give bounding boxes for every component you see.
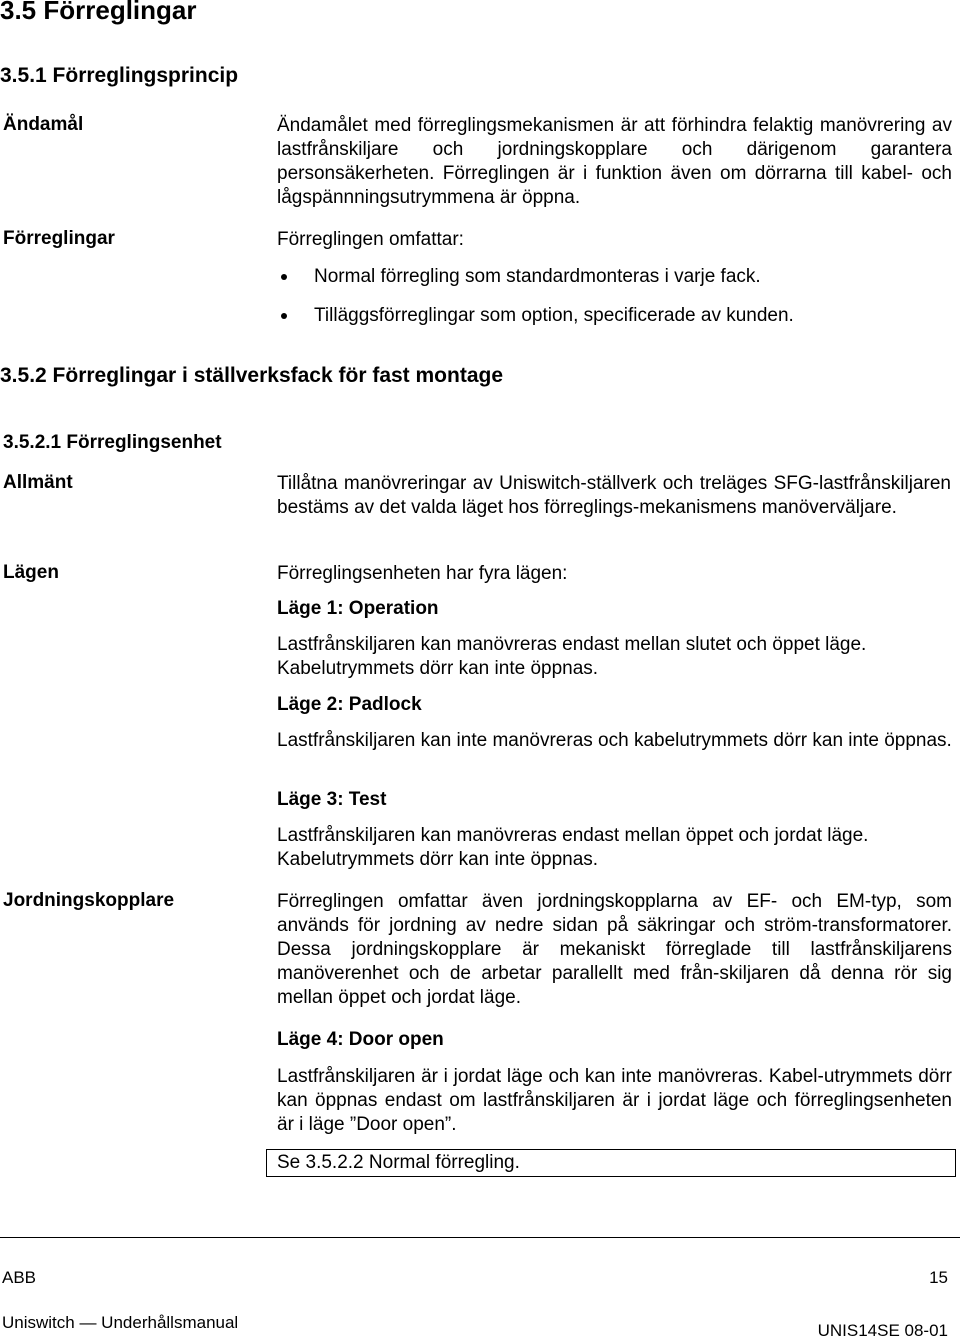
note-box — [266, 1149, 956, 1177]
subsection-title-fixed-mount: 3.5.2 Förreglingar i ställverksfack för fast montage — [0, 364, 504, 387]
andamal-label: Ändamål — [3, 114, 84, 135]
lage1-title: Läge 1: Operation — [277, 598, 439, 619]
allmant-label: Allmänt — [3, 472, 73, 493]
lage3-text: Lastfrånskiljaren kan manövreras endast mellan öppet och jordat läge. Kabelutrymmets dörr kan inte öppnas. — [277, 825, 869, 870]
section-title: 3.5 Förreglingar — [0, 0, 197, 25]
jordningskopplare-text: Förreglingen omfattar även jordningskopplarna av EF- och EM-typ, som används för jordning av nedre sidan på säkringar och ström-transformatorer. Dessa jordningskopplare är mekaniskt förreglade till lastfrånskiljarens manöverenhet och de arbetar parallellt med från-skiljaren då denna rör sig mellan öppet och jordat läge. — [277, 891, 952, 1008]
bullet-item-normal: Normal förregling som standardmonteras i varje fack. — [314, 266, 761, 287]
andamal-text: Ändamålet med förreglingsmekanismen är att förhindra felaktig manövrering av lastfrånskiljare och jordningskopplare och därigenom garantera personsäkerheten. Förreglingen är i funktion även om dörrarna till kabel- och lågspännningsutrymmena är öppna. — [277, 115, 952, 208]
footer-doc-code: UNIS14SE 08-01 — [817, 1321, 948, 1340]
forreglingar-label: Förreglingar — [3, 228, 115, 249]
lage3-title: Läge 3: Test — [277, 789, 387, 810]
footer-company: ABB — [2, 1268, 37, 1287]
forreglingar-intro: Förreglingen omfattar: — [277, 229, 464, 250]
bullet-icon — [281, 313, 287, 319]
lagen-label: Lägen — [3, 562, 59, 583]
bullet-item-option: Tilläggsförreglingar som option, specificerade av kunden. — [314, 305, 794, 326]
footer-divider — [0, 1237, 960, 1238]
lage2-title: Läge 2: Padlock — [277, 694, 422, 715]
subsubsection-title-unit: 3.5.2.1 Förreglingsenhet — [3, 432, 222, 453]
allmant-text: Tillåtna manövreringar av Uniswitch-ställverk och treläges SFG-lastfrånskiljaren bestäms av det valda läget hos förreglings-mekanismens manöverväljare. — [277, 473, 951, 518]
subsection-title-principle: 3.5.1 Förreglingsprincip — [0, 64, 239, 87]
footer-manual-title: Uniswitch — Underhållsmanual — [2, 1313, 239, 1332]
jordningskopplare-label: Jordningskopplare — [3, 890, 175, 911]
note-text: Se 3.5.2.2 Normal förregling. — [277, 1152, 520, 1173]
lagen-intro: Förreglingsenheten har fyra lägen: — [277, 563, 568, 584]
lage1-text: Lastfrånskiljaren kan manövreras endast mellan slutet och öppet läge. Kabelutrymmets dörr kan inte öppnas. — [277, 634, 867, 679]
bullet-icon — [281, 274, 287, 280]
lage2-text: Lastfrånskiljaren kan inte manövreras och kabelutrymmets dörr kan inte öppnas. — [277, 730, 952, 751]
lage4-title: Läge 4: Door open — [277, 1029, 444, 1050]
footer-page-number: 15 — [929, 1268, 948, 1287]
lage4-text: Lastfrånskiljaren är i jordat läge och kan inte manövreras. Kabel-utrymmets dörr kan öppnas endast om lastfrånskiljaren är i jordat läge och förreglingsenheten är i läge ”Door open”. — [277, 1066, 952, 1135]
